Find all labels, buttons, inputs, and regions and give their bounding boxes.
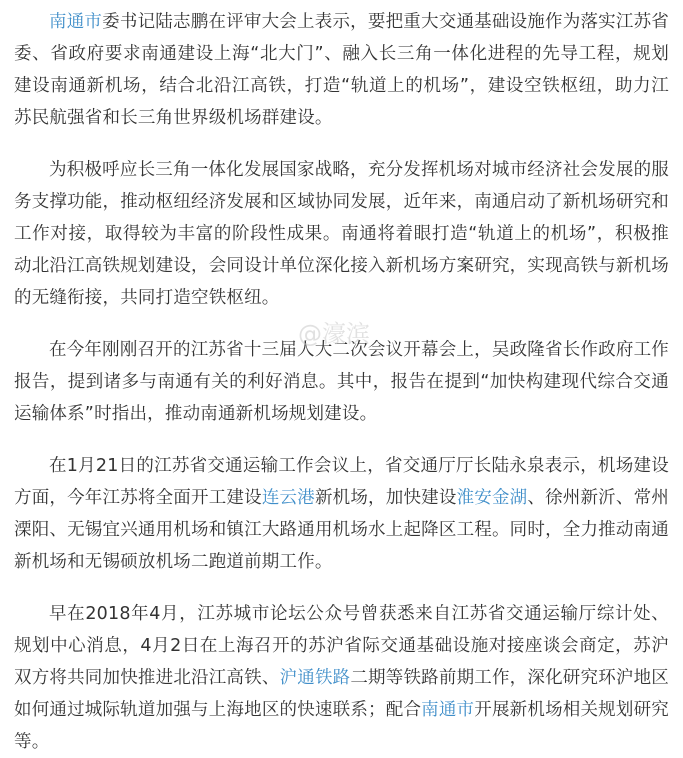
link-nantong-city[interactable]: 南通市 — [49, 12, 103, 32]
paragraph-text: 开展新机场相关规划研究等。 — [14, 700, 669, 752]
paragraph-2 — [14, 154, 669, 314]
paragraph-text: 在1月21日的江苏省交通运输工作会议上，省交通厅厅长陆永泉表示，机场建设方面，今年江苏将全面开工建设 — [14, 456, 669, 508]
paragraph-1 — [14, 6, 669, 134]
paragraph-text: 为积极呼应长三角一体化发展国家战略，充分发挥机场对城市经济社会发展的服务支撑功能，推动枢纽经济发展和区域协同发展，近年来，南通启动了新机场研究和工作对接，取得较为丰富的阶段性成果。南通将着眼打造“轨道上的机场”，积极推动北沿江高铁规划建设，会同设计单位深化接入新机场方案研究，实现高铁与新机场的无缝衔接，共同打造空铁枢纽。 — [14, 160, 669, 308]
link-nantong-city[interactable]: 南通市 — [421, 700, 475, 720]
paragraph-text: 新机场，加快建设 — [314, 488, 457, 508]
paragraph-4 — [14, 450, 669, 578]
paragraph-text: 、徐州新沂、常州溧阳、无锡宜兴通用机场和镇江大路通用机场水上起降区工程。同时，全力推动南通新机场和无锡硕放机场二跑道前期工作。 — [14, 488, 669, 572]
paragraph-3 — [14, 334, 669, 430]
link-lianyungang[interactable]: 连云港 — [261, 488, 315, 508]
link-hutong-railway[interactable]: 沪通铁路 — [279, 668, 351, 688]
paragraph-text: 在今年刚刚召开的江苏省十三届人大二次会议开幕会上，吴政隆省长作政府工作报告，提到诸多与南通有关的利好消息。其中，报告在提到“加快构建现代综合交通运输体系”时指出，推动南通新机场规划建设。 — [14, 340, 669, 424]
watermark: @濠滨 — [298, 320, 370, 348]
paragraph-text: 早在2018年4月，江苏城市论坛公众号曾获悉来自江苏省交通运输厅综计处、规划中心消息，4月2日在上海召开的苏沪省际交通基础设施对接座谈会商定，苏沪双方将共同加快推进北沿江高铁、 — [14, 604, 669, 688]
paragraph-5 — [14, 598, 669, 758]
paragraph-text: 委书记陆志鹏在评审大会上表示，要把重大交通基础设施作为落实江苏省委、省政府要求南通建设上海“北大门”、融入长三角一体化进程的先导工程，规划建设南通新机场，结合北沿江高铁，打造“轨道上的机场”，建设空铁枢纽，助力江苏民航强省和长三角世界级机场群建设。 — [14, 12, 669, 128]
paragraph-text: 二期等铁路前期工作，深化研究环沪地区如何通过城际轨道加强与上海地区的快速联系；配合 — [14, 668, 669, 720]
link-huaian-jinhu[interactable]: 淮安金湖 — [456, 488, 528, 508]
